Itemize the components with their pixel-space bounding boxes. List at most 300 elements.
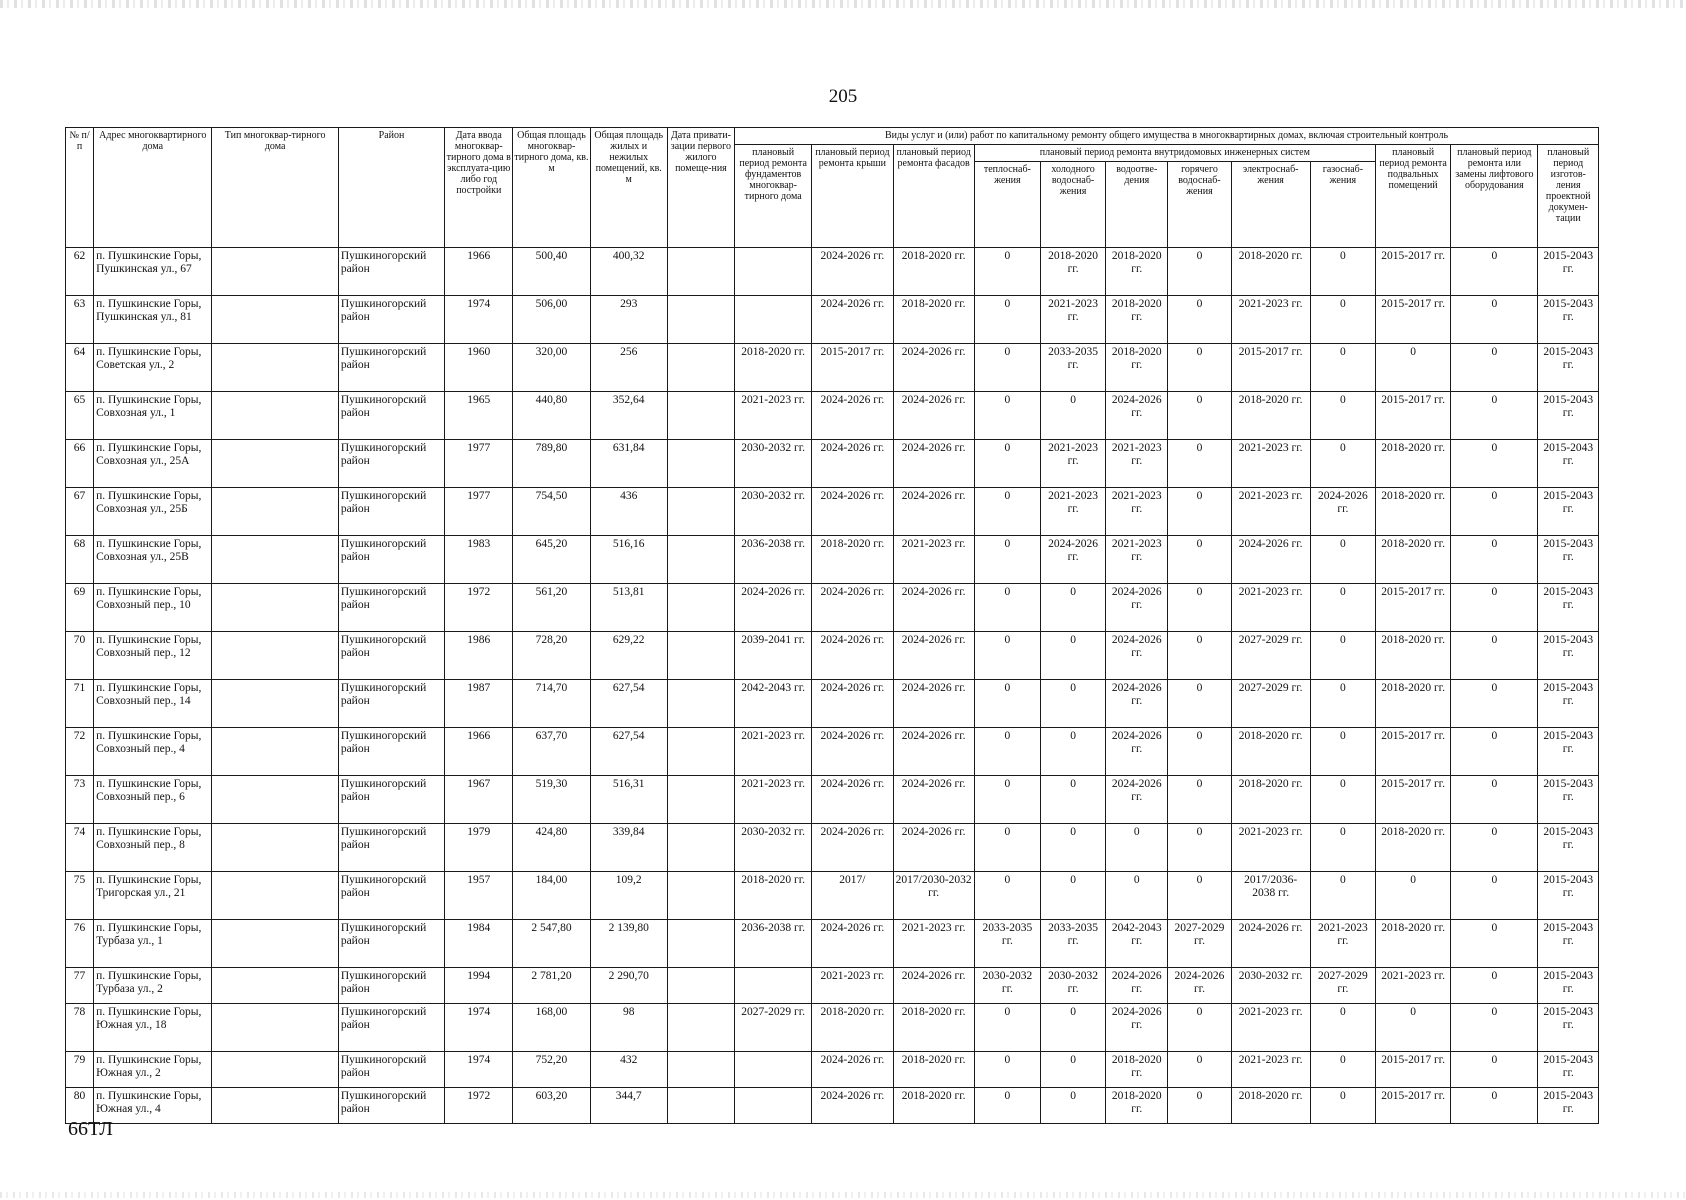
cell-hot-water: 2027-2029 гг. (1168, 920, 1231, 968)
cell-living-area: 2 290,70 (590, 968, 667, 1004)
cell-heat: 0 (974, 824, 1040, 872)
col-cold-water-header: холодного водоснаб-жения (1040, 162, 1105, 248)
col-design-docs-header: плановый период изготов-ления проектной докумен-тации (1538, 145, 1599, 248)
cell-foundation: 2021-2023 гг. (735, 728, 812, 776)
cell-electric: 2021-2023 гг. (1231, 824, 1310, 872)
cell-foundation (735, 968, 812, 1004)
cell-roof: 2024-2026 гг. (812, 392, 893, 440)
cell-address: п. Пушкинские Горы, Совхозная ул., 25А (94, 440, 212, 488)
cell-district: Пушкиногорский район (338, 1088, 444, 1124)
cell-sewer: 2042-2043 гг. (1106, 920, 1168, 968)
cell-privatization (667, 968, 734, 1004)
cell-hot-water: 0 (1168, 248, 1231, 296)
cell-roof: 2024-2026 гг. (812, 776, 893, 824)
cell-facade: 2018-2020 гг. (893, 1088, 974, 1124)
cell-elevator: 0 (1451, 440, 1538, 488)
col-living-area-header: Общая площадь жилых и нежилых помещений, кв. м (590, 128, 667, 248)
cell-district: Пушкиногорский район (338, 248, 444, 296)
cell-house-type (212, 920, 338, 968)
cell-year: 1977 (445, 488, 513, 536)
cell-total-area: 519,30 (513, 776, 590, 824)
cell-gas: 2021-2023 гг. (1310, 920, 1375, 968)
cell-basement: 2018-2020 гг. (1375, 488, 1450, 536)
table-row (66, 728, 1599, 776)
cell-facade: 2018-2020 гг. (893, 1052, 974, 1088)
cell-address: п. Пушкинские Горы, Совхозный пер., 6 (94, 776, 212, 824)
cell-basement: 2018-2020 гг. (1375, 680, 1450, 728)
cell-roof: 2024-2026 гг. (812, 440, 893, 488)
cell-basement: 2018-2020 гг. (1375, 632, 1450, 680)
cell-design-docs: 2015-2043 гг. (1538, 1004, 1599, 1052)
cell-hot-water: 0 (1168, 872, 1231, 920)
cell-sewer: 2018-2020 гг. (1106, 1088, 1168, 1124)
cell-address: п. Пушкинские Горы, Пушкинская ул., 81 (94, 296, 212, 344)
cell-living-area: 344,7 (590, 1088, 667, 1124)
cell-cold-water: 2033-2035 гг. (1040, 920, 1105, 968)
cell-gas: 0 (1310, 248, 1375, 296)
col-total-area-header: Общая площадь многоквар-тирного дома, кв. м (513, 128, 590, 248)
cell-living-area: 109,2 (590, 872, 667, 920)
cell-heat: 0 (974, 1052, 1040, 1088)
cell-address: п. Пушкинские Горы, Турбаза ул., 1 (94, 920, 212, 968)
cell-living-area: 513,81 (590, 584, 667, 632)
cell-elevator: 0 (1451, 392, 1538, 440)
cell-living-area: 2 139,80 (590, 920, 667, 968)
cell-roof: 2018-2020 гг. (812, 536, 893, 584)
col-commission-date-header: Дата ввода многоквар-тирного дома в эксплуата-цию либо год постройки (445, 128, 513, 248)
col-electric-header: электроснаб-жения (1231, 162, 1310, 248)
cell-heat: 0 (974, 488, 1040, 536)
cell-num: 67 (66, 488, 94, 536)
cell-num: 78 (66, 1004, 94, 1052)
cell-living-area: 339,84 (590, 824, 667, 872)
cell-heat: 0 (974, 248, 1040, 296)
cell-district: Пушкиногорский район (338, 392, 444, 440)
col-house-type-header: Тип многоквар-тирного дома (212, 128, 338, 248)
cell-heat: 0 (974, 584, 1040, 632)
cell-house-type (212, 1052, 338, 1088)
scan-edge-top (0, 0, 1686, 8)
cell-cold-water: 2024-2026 гг. (1040, 536, 1105, 584)
cell-basement: 2018-2020 гг. (1375, 440, 1450, 488)
cell-heat: 0 (974, 728, 1040, 776)
cell-num: 66 (66, 440, 94, 488)
cell-sewer: 2024-2026 гг. (1106, 680, 1168, 728)
col-hot-water-header: горячего водоснаб-жения (1168, 162, 1231, 248)
cell-num: 64 (66, 344, 94, 392)
cell-heat: 0 (974, 1088, 1040, 1124)
cell-total-area: 168,00 (513, 1004, 590, 1052)
cell-sewer: 2024-2026 гг. (1106, 1004, 1168, 1052)
cell-district: Пушкиногорский район (338, 440, 444, 488)
cell-year: 1966 (445, 248, 513, 296)
cell-electric: 2027-2029 гг. (1231, 632, 1310, 680)
cell-design-docs: 2015-2043 гг. (1538, 488, 1599, 536)
cell-privatization (667, 344, 734, 392)
cell-basement: 2018-2020 гг. (1375, 824, 1450, 872)
cell-foundation (735, 1052, 812, 1088)
table-row (66, 296, 1599, 344)
cell-elevator: 0 (1451, 1088, 1538, 1124)
cell-year: 1965 (445, 392, 513, 440)
cell-num: 72 (66, 728, 94, 776)
cell-roof: 2024-2026 гг. (812, 680, 893, 728)
cell-total-area: 561,20 (513, 584, 590, 632)
cell-sewer: 2024-2026 гг. (1106, 968, 1168, 1004)
table-row (66, 584, 1599, 632)
cell-sewer: 2024-2026 гг. (1106, 632, 1168, 680)
cell-facade: 2024-2026 гг. (893, 584, 974, 632)
cell-district: Пушкиногорский район (338, 584, 444, 632)
cell-hot-water: 0 (1168, 1052, 1231, 1088)
cell-cold-water: 2021-2023 гг. (1040, 440, 1105, 488)
cell-house-type (212, 344, 338, 392)
cell-cold-water: 0 (1040, 1004, 1105, 1052)
cell-facade: 2024-2026 гг. (893, 776, 974, 824)
cell-sewer: 2024-2026 гг. (1106, 776, 1168, 824)
cell-foundation: 2027-2029 гг. (735, 1004, 812, 1052)
cell-elevator: 0 (1451, 632, 1538, 680)
cell-num: 73 (66, 776, 94, 824)
cell-roof: 2017/ (812, 872, 893, 920)
cell-sewer: 2024-2026 гг. (1106, 584, 1168, 632)
cell-basement: 2015-2017 гг. (1375, 1052, 1450, 1088)
cell-privatization (667, 1088, 734, 1124)
cell-elevator: 0 (1451, 584, 1538, 632)
works-group-header: Виды услуг и (или) работ по капитальному ремонту общего имущества в многоквартирных домах, включая строительный контроль (735, 128, 1599, 145)
cell-year: 1984 (445, 920, 513, 968)
cell-roof: 2024-2026 гг. (812, 1088, 893, 1124)
cell-basement: 2015-2017 гг. (1375, 776, 1450, 824)
cell-facade: 2024-2026 гг. (893, 488, 974, 536)
cell-cold-water: 2021-2023 гг. (1040, 296, 1105, 344)
cell-cold-water: 0 (1040, 728, 1105, 776)
table-row (66, 920, 1599, 968)
cell-cold-water: 2033-2035 гг. (1040, 344, 1105, 392)
cell-privatization (667, 728, 734, 776)
cell-district: Пушкиногорский район (338, 1004, 444, 1052)
cell-facade: 2024-2026 гг. (893, 392, 974, 440)
cell-heat: 0 (974, 872, 1040, 920)
cell-hot-water: 0 (1168, 680, 1231, 728)
table-row (66, 968, 1599, 1004)
cell-heat: 0 (974, 1004, 1040, 1052)
cell-design-docs: 2015-2043 гг. (1538, 824, 1599, 872)
cell-foundation: 2021-2023 гг. (735, 392, 812, 440)
cell-sewer: 2021-2023 гг. (1106, 536, 1168, 584)
cell-gas: 0 (1310, 1004, 1375, 1052)
cell-electric: 2021-2023 гг. (1231, 488, 1310, 536)
cell-year: 1967 (445, 776, 513, 824)
table-row (66, 440, 1599, 488)
cell-district: Пушкиногорский район (338, 344, 444, 392)
cell-hot-water: 0 (1168, 440, 1231, 488)
cell-privatization (667, 296, 734, 344)
cell-address: п. Пушкинские Горы, Южная ул., 18 (94, 1004, 212, 1052)
cell-num: 77 (66, 968, 94, 1004)
cell-cold-water: 2030-2032 гг. (1040, 968, 1105, 1004)
cell-electric: 2021-2023 гг. (1231, 1052, 1310, 1088)
cell-roof: 2024-2026 гг. (812, 920, 893, 968)
cell-num: 62 (66, 248, 94, 296)
table-row (66, 1004, 1599, 1052)
cell-address: п. Пушкинские Горы, Совхозный пер., 10 (94, 584, 212, 632)
cell-cold-water: 0 (1040, 680, 1105, 728)
cell-foundation: 2039-2041 гг. (735, 632, 812, 680)
cell-house-type (212, 632, 338, 680)
cell-roof: 2024-2026 гг. (812, 728, 893, 776)
cell-house-type (212, 728, 338, 776)
cell-privatization (667, 1004, 734, 1052)
page-number: 205 (828, 86, 858, 107)
cell-electric: 2024-2026 гг. (1231, 536, 1310, 584)
cell-address: п. Пушкинские Горы, Южная ул., 2 (94, 1052, 212, 1088)
col-gas-header: газоснаб-жения (1310, 162, 1375, 248)
cell-living-area: 256 (590, 344, 667, 392)
cell-house-type (212, 584, 338, 632)
cell-total-area: 2 547,80 (513, 920, 590, 968)
cell-elevator: 0 (1451, 776, 1538, 824)
cell-foundation: 2042-2043 гг. (735, 680, 812, 728)
cell-privatization (667, 440, 734, 488)
cell-living-area: 631,84 (590, 440, 667, 488)
cell-design-docs: 2015-2043 гг. (1538, 296, 1599, 344)
cell-roof: 2024-2026 гг. (812, 824, 893, 872)
col-roof-header: плановый период ремонта крыши (812, 145, 893, 248)
cell-facade: 2021-2023 гг. (893, 536, 974, 584)
cell-basement: 0 (1375, 1004, 1450, 1052)
cell-cold-water: 0 (1040, 392, 1105, 440)
cell-electric: 2018-2020 гг. (1231, 776, 1310, 824)
table-row (66, 680, 1599, 728)
cell-house-type (212, 968, 338, 1004)
cell-design-docs: 2015-2043 гг. (1538, 584, 1599, 632)
cell-design-docs: 2015-2043 гг. (1538, 680, 1599, 728)
cell-foundation (735, 1088, 812, 1124)
cell-electric: 2021-2023 гг. (1231, 1004, 1310, 1052)
cell-sewer: 2024-2026 гг. (1106, 728, 1168, 776)
cell-total-area: 320,00 (513, 344, 590, 392)
cell-electric: 2030-2032 гг. (1231, 968, 1310, 1004)
cell-gas: 0 (1310, 344, 1375, 392)
cell-cold-water: 0 (1040, 824, 1105, 872)
cell-gas: 0 (1310, 536, 1375, 584)
cell-cold-water: 2018-2020 гг. (1040, 248, 1105, 296)
cell-gas: 2024-2026 гг. (1310, 488, 1375, 536)
cell-address: п. Пушкинские Горы, Совхозный пер., 4 (94, 728, 212, 776)
cell-cold-water: 0 (1040, 1088, 1105, 1124)
cell-design-docs: 2015-2043 гг. (1538, 248, 1599, 296)
cell-year: 1972 (445, 1088, 513, 1124)
col-address-header: Адрес многоквартирного дома (94, 128, 212, 248)
cell-sewer: 0 (1106, 872, 1168, 920)
cell-cold-water: 0 (1040, 584, 1105, 632)
cell-district: Пушкиногорский район (338, 872, 444, 920)
cell-design-docs: 2015-2043 гг. (1538, 344, 1599, 392)
header-row-1 (66, 128, 1599, 145)
cell-hot-water: 0 (1168, 632, 1231, 680)
cell-facade: 2018-2020 гг. (893, 1004, 974, 1052)
cell-design-docs: 2015-2043 гг. (1538, 728, 1599, 776)
cell-house-type (212, 392, 338, 440)
cell-house-type (212, 680, 338, 728)
col-foundation-header: плановый период ремонта фундаментов многоквар-тирного дома (735, 145, 812, 248)
cell-heat: 0 (974, 680, 1040, 728)
cell-sewer: 2018-2020 гг. (1106, 1052, 1168, 1088)
table-row (66, 344, 1599, 392)
cell-living-area: 516,31 (590, 776, 667, 824)
cell-sewer: 2021-2023 гг. (1106, 488, 1168, 536)
cell-electric: 2018-2020 гг. (1231, 728, 1310, 776)
cell-electric: 2021-2023 гг. (1231, 296, 1310, 344)
cell-cold-water: 2021-2023 гг. (1040, 488, 1105, 536)
cell-basement: 2018-2020 гг. (1375, 536, 1450, 584)
cell-design-docs: 2015-2043 гг. (1538, 536, 1599, 584)
cell-elevator: 0 (1451, 920, 1538, 968)
cell-heat: 2030-2032 гг. (974, 968, 1040, 1004)
cell-living-area: 627,54 (590, 680, 667, 728)
cell-num: 65 (66, 392, 94, 440)
cell-sewer: 2018-2020 гг. (1106, 344, 1168, 392)
cell-district: Пушкиногорский район (338, 296, 444, 344)
cell-foundation: 2030-2032 гг. (735, 440, 812, 488)
cell-total-area: 603,20 (513, 1088, 590, 1124)
col-facade-header: плановый период ремонта фасадов (893, 145, 974, 248)
cell-elevator: 0 (1451, 872, 1538, 920)
cell-basement: 2015-2017 гг. (1375, 248, 1450, 296)
cell-foundation (735, 296, 812, 344)
cell-total-area: 184,00 (513, 872, 590, 920)
cell-facade: 2024-2026 гг. (893, 680, 974, 728)
cell-living-area: 352,64 (590, 392, 667, 440)
cell-privatization (667, 872, 734, 920)
cell-gas: 0 (1310, 1052, 1375, 1088)
cell-electric: 2021-2023 гг. (1231, 584, 1310, 632)
cell-total-area: 754,50 (513, 488, 590, 536)
cell-hot-water: 0 (1168, 728, 1231, 776)
cell-living-area: 432 (590, 1052, 667, 1088)
cell-gas: 0 (1310, 584, 1375, 632)
cell-living-area: 98 (590, 1004, 667, 1052)
cell-living-area: 436 (590, 488, 667, 536)
cell-heat: 0 (974, 536, 1040, 584)
cell-elevator: 0 (1451, 1004, 1538, 1052)
cell-num: 70 (66, 632, 94, 680)
cell-year: 1979 (445, 824, 513, 872)
cell-address: п. Пушкинские Горы, Тригорская ул., 21 (94, 872, 212, 920)
cell-district: Пушкиногорский район (338, 824, 444, 872)
cell-heat: 0 (974, 440, 1040, 488)
cell-num: 63 (66, 296, 94, 344)
cell-cold-water: 0 (1040, 872, 1105, 920)
cell-facade: 2018-2020 гг. (893, 296, 974, 344)
cell-living-area: 629,22 (590, 632, 667, 680)
cell-foundation: 2024-2026 гг. (735, 584, 812, 632)
cell-privatization (667, 248, 734, 296)
cell-total-area: 424,80 (513, 824, 590, 872)
cell-year: 1966 (445, 728, 513, 776)
cell-elevator: 0 (1451, 968, 1538, 1004)
cell-district: Пушкиногорский район (338, 488, 444, 536)
cell-foundation: 2036-2038 гг. (735, 920, 812, 968)
cell-year: 1987 (445, 680, 513, 728)
cell-num: 71 (66, 680, 94, 728)
cell-district: Пушкиногорский район (338, 776, 444, 824)
cell-sewer: 0 (1106, 824, 1168, 872)
cell-house-type (212, 248, 338, 296)
cell-basement: 2015-2017 гг. (1375, 1088, 1450, 1124)
cell-elevator: 0 (1451, 344, 1538, 392)
cell-roof: 2024-2026 гг. (812, 488, 893, 536)
cell-hot-water: 0 (1168, 1004, 1231, 1052)
cell-privatization (667, 680, 734, 728)
cell-foundation: 2030-2032 гг. (735, 488, 812, 536)
cell-basement: 0 (1375, 344, 1450, 392)
cell-roof: 2024-2026 гг. (812, 296, 893, 344)
cell-elevator: 0 (1451, 824, 1538, 872)
cell-year: 1957 (445, 872, 513, 920)
cell-hot-water: 0 (1168, 344, 1231, 392)
cell-sewer: 2018-2020 гг. (1106, 248, 1168, 296)
cell-total-area: 440,80 (513, 392, 590, 440)
cell-facade: 2024-2026 гг. (893, 440, 974, 488)
cell-living-area: 293 (590, 296, 667, 344)
cell-num: 68 (66, 536, 94, 584)
cell-privatization (667, 1052, 734, 1088)
col-heat-header: теплоснаб-жения (974, 162, 1040, 248)
cell-num: 79 (66, 1052, 94, 1088)
cell-hot-water: 0 (1168, 824, 1231, 872)
cell-living-area: 516,16 (590, 536, 667, 584)
cell-privatization (667, 824, 734, 872)
cell-year: 1977 (445, 440, 513, 488)
cell-gas: 0 (1310, 824, 1375, 872)
col-sewer-header: водоотве-дения (1106, 162, 1168, 248)
cell-house-type (212, 440, 338, 488)
cell-electric: 2024-2026 гг. (1231, 920, 1310, 968)
cell-sewer: 2018-2020 гг. (1106, 296, 1168, 344)
cell-total-area: 637,70 (513, 728, 590, 776)
cell-address: п. Пушкинские Горы, Советская ул., 2 (94, 344, 212, 392)
cell-living-area: 400,32 (590, 248, 667, 296)
cell-house-type (212, 872, 338, 920)
cell-gas: 0 (1310, 440, 1375, 488)
cell-foundation: 2036-2038 гг. (735, 536, 812, 584)
cell-facade: 2017/2030-2032 гг. (893, 872, 974, 920)
cell-house-type (212, 488, 338, 536)
cell-year: 1960 (445, 344, 513, 392)
cell-hot-water: 0 (1168, 392, 1231, 440)
cell-gas: 0 (1310, 296, 1375, 344)
cell-year: 1974 (445, 1004, 513, 1052)
cell-year: 1974 (445, 296, 513, 344)
cell-heat: 2033-2035 гг. (974, 920, 1040, 968)
cell-foundation: 2030-2032 гг. (735, 824, 812, 872)
table-body (66, 248, 1599, 1124)
cell-total-area: 500,40 (513, 248, 590, 296)
cell-total-area: 506,00 (513, 296, 590, 344)
cell-cold-water: 0 (1040, 1052, 1105, 1088)
cell-facade: 2021-2023 гг. (893, 920, 974, 968)
cell-facade: 2024-2026 гг. (893, 728, 974, 776)
cell-gas: 0 (1310, 392, 1375, 440)
cell-electric: 2018-2020 гг. (1231, 392, 1310, 440)
cell-hot-water: 0 (1168, 1088, 1231, 1124)
cell-electric: 2018-2020 гг. (1231, 1088, 1310, 1124)
table-row (66, 776, 1599, 824)
col-district-header: Район (338, 128, 444, 248)
cell-gas: 0 (1310, 680, 1375, 728)
